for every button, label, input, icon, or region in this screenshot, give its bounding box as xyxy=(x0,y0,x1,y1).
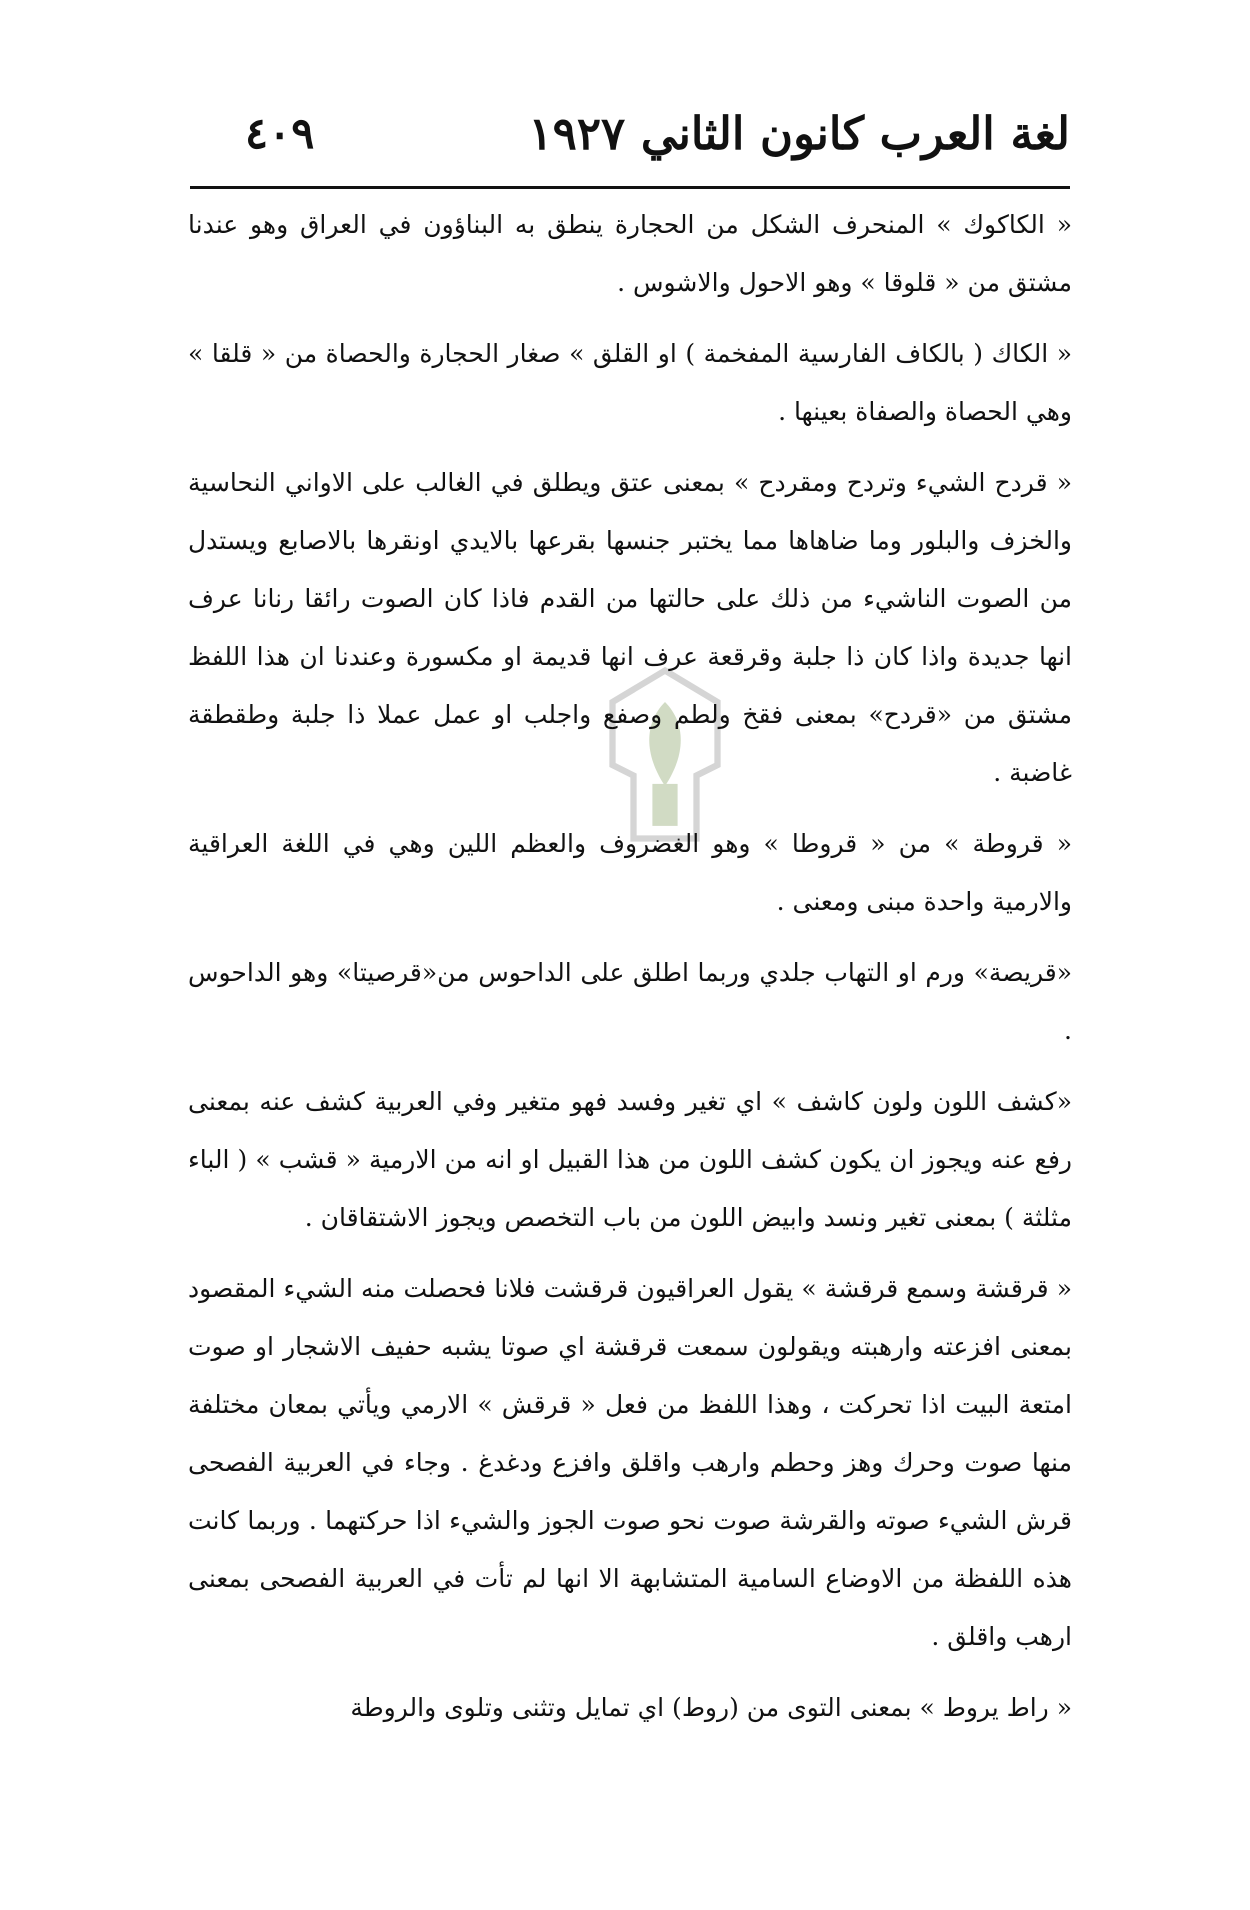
header-rule xyxy=(190,186,1070,189)
entry-qardah: « قردح الشيء وتردح ومقردح » بمعنى عتق ويطلق في الغالب على الاواني النحاسية والخزف والبلور وما ضاهاها مما يختبر جنسها بقرعها بالايدي اونقرها بالاصابع ويستدل من الصوت الناشيء من ذلك على حالتها من القدم فاذا كان الصوت رائقا رنانا عرف انها جديدة واذا كان ذا جلبة وقرقعة عرف انها قديمة او مكسورة وعندنا ان هذا اللفظ مشتق من «قردح» بمعنى فقخ ولطم وصفع واجلب او عمل عملا ذا جلبة وطقطقة غاضبة . xyxy=(188,468,1072,787)
entry-qarqasha: « قرقشة وسمع قرقشة » يقول العراقيون قرقشت فلانا فحصلت منه الشيء المقصود بمعنى افزعته وارهبته ويقولون سمعت قرقشة اي صوتا يشبه حفيف الاشجار او صوت امتعة البيت اذا تحركت ، وهذا اللفظ من فعل « قرقش » الارمي ويأتي بمعان مختلفة منها صوت وحرك وهز وحطم وارهب واقلق وافزع ودغدغ . وجاء في العربية الفصحى قرش الشيء صوته والقرشة صوت نحو صوت الجوز والشيء اذا حركتهما . وربما كانت هذه اللفظة من الاوضاع السامية المتشابهة الا انها لم تأت في العربية الفصحى بمعنى ارهب واقلق . xyxy=(188,1274,1072,1651)
page-number: ٤٠٩ xyxy=(245,109,315,159)
entry-kakok: « الكاكوك » المنحرف الشكل من الحجارة ينطق به البناؤون في العراق وهو عندنا مشتق من « قلوقا » وهو الاحول والاشوس . xyxy=(188,210,1072,297)
entry-kak: « الكاك ( بالكاف الفارسية المفخمة ) او القلق » صغار الحجارة والحصاة من « قلقا » وهي الحصاة والصفاة بعينها . xyxy=(188,339,1072,426)
entry-qurisa: «قريصة» ورم او التهاب جلدي وربما اطلق على الداحوس من«قرصيتا» وهو الداحوس . xyxy=(188,958,1072,1045)
entry-kashf: «كشف اللون ولون كاشف » اي تغير وفسد فهو متغير وفي العربية كشف عنه بمعنى رفع عنه ويجوز ان يكون كشف اللون من هذا القبيل او انه من الارمية « قشب » ( الباء مثلثة ) بمعنى تغير ونسد وابيض اللون من باب التخصص ويجوز الاشتقاقان . xyxy=(188,1087,1072,1232)
article-body xyxy=(188,196,1072,1750)
page-header xyxy=(190,106,1070,176)
entry-qaruta: « قروطة » من « قروطا » وهو الغضروف والعظم اللين وهي في اللغة العراقية والارمية واحدة مبنى ومعنى . xyxy=(188,829,1072,916)
journal-title: لغة العرب كانون الثاني ١٩٢٧ xyxy=(528,107,1070,160)
entry-rat: « راط يروط » بمعنى التوى من (روط) اي تمايل وتثنى وتلوى والروطة xyxy=(350,1693,1072,1722)
